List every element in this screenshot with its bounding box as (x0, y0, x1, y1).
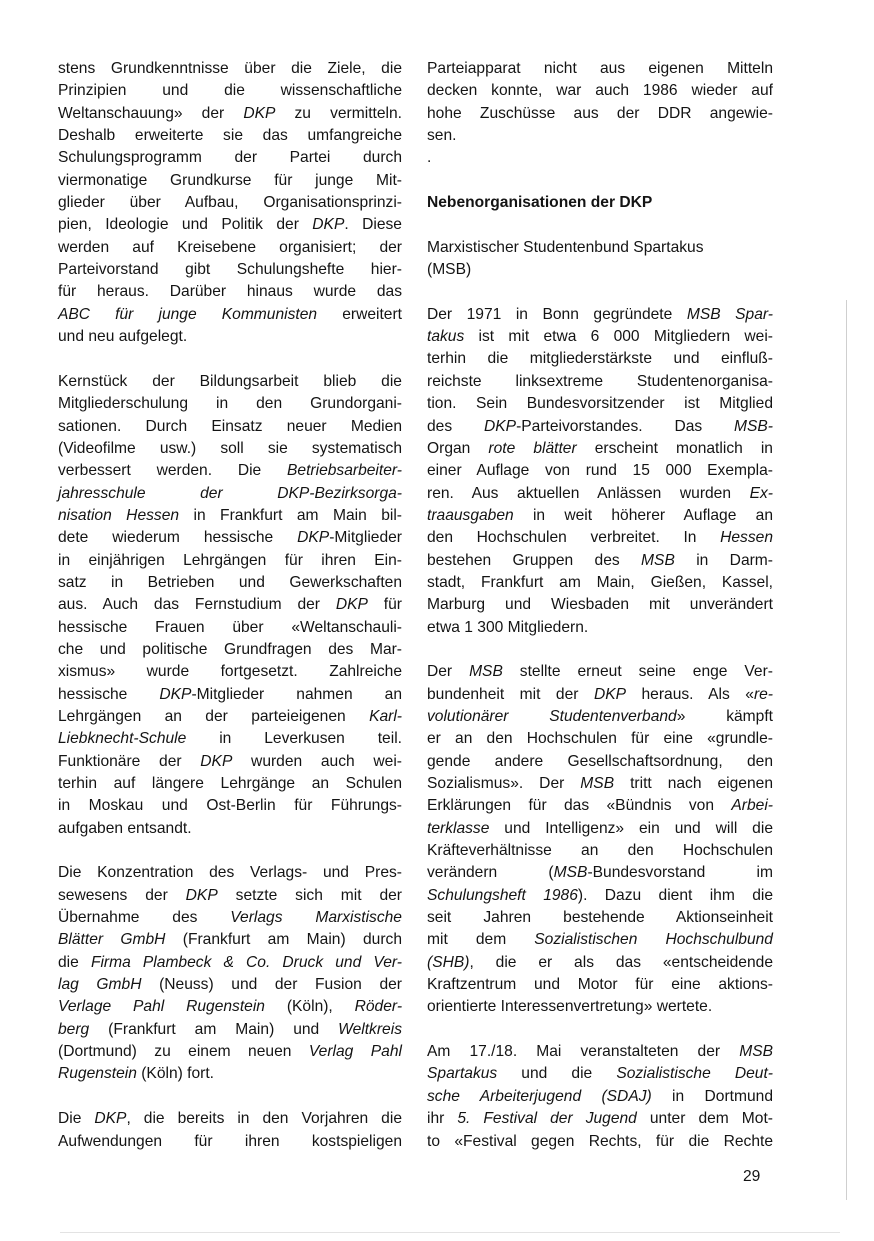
text-segment: decken konnte, war auch 1986 wieder auf (427, 82, 773, 100)
text-segment: etwa 1 300 Mitgliedern. (427, 618, 589, 636)
text-line (427, 80, 773, 102)
text-segment: und Intelligenz» ein und will die (489, 819, 773, 837)
text-segment: setzte sich mit der (217, 886, 402, 904)
text-line (427, 572, 773, 594)
text-segment: hohe Zuschüsse aus der DDR angewie- (427, 104, 773, 122)
text-segment: (Videofilme usw.) soll sie systematisch (58, 439, 402, 457)
text-line (427, 326, 773, 348)
text-line (427, 929, 773, 951)
text-segment: , die bereits in den Vorjahren die (126, 1110, 402, 1128)
text-line (58, 281, 402, 303)
text-segment: (MSB) (427, 261, 472, 279)
text-line (58, 706, 402, 728)
text-segment: tion. Sein Bundesvorsitzender ist Mitglied (427, 395, 773, 413)
text-segment: wurden auch wei- (232, 752, 402, 770)
text-line (58, 505, 402, 527)
text-segment: (Neuss) und der Fusion der (141, 976, 402, 994)
text-segment: in Moskau und Ost-Berlin für Führungs- (58, 797, 402, 815)
italic-text: Verlags Marxistische (230, 909, 402, 927)
italic-text: Rugenstein (58, 1065, 137, 1083)
paragraph-gap (427, 1019, 773, 1041)
text-segment: Erklärungen für das «Bündnis von (427, 797, 732, 815)
italic-text: DKP (185, 886, 218, 904)
italic-text: terklasse (427, 819, 490, 837)
text-segment: xismus» wurde fortgesetzt. Zahlreiche (58, 663, 402, 681)
text-segment: Weltanschauung» der (58, 104, 244, 122)
text-segment: Lehrgängen an der parteieigenen (58, 707, 370, 725)
text-segment: ihr (427, 1110, 458, 1128)
text-segment: Die (58, 1110, 95, 1128)
text-segment: Parteivorstand gibt Schulungshefte hier- (58, 261, 402, 279)
text-segment: sen. (427, 127, 457, 145)
paragraph-gap (58, 840, 402, 862)
italic-text: MSB (469, 663, 503, 681)
text-segment: er an den Hochschulen für eine «grundle- (427, 730, 773, 748)
text-line (427, 58, 773, 80)
text-line (58, 1019, 402, 1041)
text-segment: (Dortmund) zu einem neuen (58, 1043, 309, 1061)
text-line (427, 259, 773, 281)
text-line (58, 572, 402, 594)
text-line (58, 192, 402, 214)
text-segment: heraus. Als « (626, 685, 754, 703)
text-segment: seit Jahren bestehende Aktionseinheit (427, 909, 773, 927)
text-segment: Aufwendungen für ihren kostspieligen (58, 1132, 402, 1150)
italic-text: MSB Spar- (686, 305, 773, 323)
text-segment: Sozialismus». Der (427, 775, 581, 792)
text-line (58, 885, 402, 907)
italic-text: Weltkreis (338, 1020, 402, 1038)
italic-text: lag GmbH (58, 976, 142, 994)
text-line (427, 751, 773, 773)
text-line (58, 1131, 402, 1153)
section-heading (427, 192, 773, 214)
text-line (427, 550, 773, 572)
text-line (58, 103, 402, 125)
text-line (58, 259, 402, 281)
paragraph-gap (58, 1086, 402, 1108)
text-line (427, 974, 773, 996)
text-segment: ren. Aus aktuellen Anlässen wurden (427, 484, 750, 502)
italic-text: MSB (580, 775, 615, 792)
italic-text: Blätter GmbH (58, 931, 166, 949)
right-text-column (427, 58, 773, 1153)
text-line (58, 929, 402, 951)
text-segment: sationen. Durch Einsatz neuer Medien (58, 417, 402, 435)
text-segment: die (58, 953, 91, 971)
text-line (58, 996, 402, 1018)
italic-text: Arbei- (731, 797, 773, 815)
text-segment: glieder über Aufbau, Organisationsprinzi- (58, 194, 402, 212)
text-line (427, 684, 773, 706)
text-segment: mit dem (427, 931, 535, 949)
text-segment: Nebenorganisationen der DKP (427, 194, 653, 212)
italic-text: MSB- (734, 417, 773, 435)
scan-edge-mark (846, 300, 847, 1200)
text-segment: Kraftzentrum und Motor für eine aktions- (427, 976, 773, 994)
text-line (58, 773, 402, 795)
text-line (58, 751, 402, 773)
text-segment: gende andere Gesellschaftsordnung, den (427, 752, 773, 770)
text-line (58, 483, 402, 505)
text-line (58, 907, 402, 929)
italic-text: MSB (553, 864, 588, 882)
text-line (427, 885, 773, 907)
text-segment: werden auf Kreisebene organisiert; der (58, 238, 402, 256)
text-segment: stadt, Frankfurt am Main, Gießen, Kassel, (427, 573, 773, 591)
text-segment: satz in Betrieben und Gewerkschaften (58, 573, 402, 591)
text-segment: terhin die mitgliederstärkste und einfluß- (427, 350, 773, 368)
text-line (427, 1108, 773, 1130)
text-segment: -Mitglieder (329, 529, 402, 547)
text-segment: für heraus. Darüber hinaus wurde das (58, 283, 402, 301)
text-segment: bestehen Gruppen des (427, 551, 642, 569)
text-line (58, 862, 402, 884)
italic-text: sche Arbeiterjugend (SDAJ) (427, 1087, 652, 1105)
left-text-column (58, 58, 402, 1153)
italic-text: Verlage Pahl Rugenstein (58, 998, 265, 1016)
italic-text: Sozialistischen Hochschulbund (534, 931, 773, 949)
italic-text: (SHB) (427, 953, 470, 971)
text-line (58, 438, 402, 460)
text-segment: Die Konzentration des Verlags- und Pres- (58, 864, 402, 882)
italic-text: Schulungsheft 1986 (427, 886, 578, 904)
text-segment: terhin auf längere Lehrgänge an Schulen (58, 775, 402, 792)
text-segment: zu vermitteln. (275, 104, 402, 122)
paragraph-gap (427, 214, 773, 236)
italic-text: Ex- (749, 484, 773, 502)
text-segment: to «Festival gegen Rechts, für die Rechte (427, 1132, 773, 1150)
text-segment: orientierte Interessenvertretung» wertete. (427, 998, 713, 1016)
text-segment: des (427, 417, 484, 435)
text-line (427, 237, 773, 259)
italic-text: MSB (739, 1043, 773, 1061)
text-line (58, 237, 402, 259)
text-line (58, 550, 402, 572)
text-line (58, 527, 402, 549)
text-segment: aus. Auch das Fernstudium der (58, 596, 336, 614)
italic-text: ABC für junge Kommunisten (58, 305, 318, 323)
text-segment: Am 17./18. Mai veranstalteten der (427, 1043, 740, 1061)
text-segment: reichste linksextreme Studentenorganisa- (427, 372, 773, 390)
text-line (427, 1041, 773, 1063)
text-line (427, 348, 773, 370)
italic-text: nisation Hessen (58, 506, 180, 524)
text-segment: Der 1971 in Bonn gegründete (427, 305, 687, 323)
italic-text: re- (753, 685, 773, 703)
italic-text: DKP (483, 417, 517, 435)
italic-text: MSB (641, 551, 675, 569)
text-line (427, 594, 773, 616)
text-line (58, 304, 402, 326)
text-segment: und die (497, 1065, 617, 1083)
text-line (427, 460, 773, 482)
page-number: 29 (743, 1168, 761, 1185)
text-line (427, 527, 773, 549)
text-line (58, 818, 402, 840)
text-segment: Mitgliederschulung in den Grundorgani- (58, 395, 402, 413)
text-segment: erweitert (317, 305, 402, 323)
text-line (427, 818, 773, 840)
text-line (427, 996, 773, 1018)
text-line (427, 661, 773, 683)
paragraph-gap (58, 348, 402, 370)
text-line (58, 728, 402, 750)
italic-text: Röder- (354, 998, 403, 1016)
text-line (58, 80, 402, 102)
italic-text: Verlag Pahl (308, 1043, 402, 1061)
text-line (58, 416, 402, 438)
text-line (58, 147, 402, 169)
text-segment: und neu aufgelegt. (58, 328, 188, 346)
italic-text: DKP (200, 752, 233, 770)
text-line (58, 594, 402, 616)
italic-text: traausgaben (427, 506, 514, 524)
text-segment: in Leverkusen teil. (186, 730, 402, 748)
italic-text: DKP (243, 104, 276, 122)
italic-text: DKP (159, 685, 192, 703)
text-line (427, 103, 773, 125)
text-line (58, 58, 402, 80)
text-line (58, 214, 402, 236)
text-segment: hessische (58, 685, 160, 703)
text-line (427, 1131, 773, 1153)
italic-text: Liebknecht-Schule (58, 730, 187, 748)
text-line (427, 438, 773, 460)
text-segment: verändern ( (427, 864, 554, 882)
text-segment: ). Dazu dient ihm die (577, 886, 773, 904)
text-line (58, 684, 402, 706)
text-segment: Marxistischer Studentenbund Spartakus (427, 238, 704, 256)
text-segment: einer Auflage von rund 15 000 Exempla- (427, 462, 773, 480)
text-line (427, 862, 773, 884)
text-segment: in einjährigen Lehrgängen für ihren Ein- (58, 551, 402, 569)
text-segment: Übernahme des (58, 909, 231, 927)
text-segment: (Frankfurt am Main) und (89, 1020, 339, 1038)
italic-text: Karl- (369, 707, 402, 725)
text-line (58, 460, 402, 482)
text-segment: Der (427, 663, 470, 681)
text-line (427, 773, 773, 795)
text-line (58, 326, 402, 348)
text-segment: stellte erneut seine enge Ver- (502, 663, 773, 681)
text-segment: . (427, 149, 432, 167)
text-line (427, 907, 773, 929)
italic-text: Sozialistische Deut- (616, 1065, 773, 1083)
text-segment: (Köln) fort. (136, 1065, 215, 1083)
italic-text: volutionärer Studentenverband (427, 707, 677, 725)
text-line (58, 1063, 402, 1085)
text-line (58, 1108, 402, 1130)
text-segment: in weit höherer Auflage an (513, 506, 773, 524)
text-line (58, 170, 402, 192)
italic-text: rote blätter (488, 439, 577, 457)
italic-text: berg (58, 1020, 90, 1038)
italic-text: jahresschule der DKP-Bezirksorga- (58, 484, 402, 502)
text-segment: hessische Frauen über «Weltanschauli- (58, 618, 402, 636)
text-segment: pien, Ideologie und Politik der (58, 216, 313, 234)
text-line (58, 661, 402, 683)
text-segment: -Parteivorstandes. Das (516, 417, 735, 435)
text-segment: . Diese (344, 216, 402, 234)
text-segment: in Dortmund (651, 1087, 773, 1105)
text-segment: » kämpft (676, 707, 773, 725)
text-segment: Marburg und Wiesbaden mit unverändert (427, 596, 773, 614)
text-segment: bundenheit mit der (427, 685, 594, 703)
paragraph-gap (427, 170, 773, 192)
italic-text: DKP (312, 216, 345, 234)
text-line (427, 416, 773, 438)
text-segment: sewesens der (58, 886, 186, 904)
text-segment: verbessert werden. Die (58, 462, 287, 480)
text-line (58, 1041, 402, 1063)
text-segment: (Frankfurt am Main) durch (165, 931, 402, 949)
scan-bottom-mark (60, 1232, 840, 1233)
text-line (427, 795, 773, 817)
text-line (58, 371, 402, 393)
text-segment: Schulungsprogramm der Partei durch (58, 149, 402, 167)
italic-text: Betriebsarbeiter- (287, 462, 402, 480)
text-line (58, 125, 402, 147)
text-segment: tritt nach eigenen (614, 775, 774, 792)
text-segment: (Köln), (264, 998, 355, 1016)
text-segment: Prinzipien und die wissenschaftliche (58, 82, 402, 100)
text-line (427, 706, 773, 728)
italic-text: DKP (94, 1110, 127, 1128)
text-line (427, 371, 773, 393)
text-line (58, 393, 402, 415)
italic-text: DKP (335, 596, 368, 614)
text-segment: den Hochschulen verbreitet. In (427, 529, 721, 547)
text-segment: unter dem Mot- (636, 1110, 773, 1128)
text-segment: viermonatige Grundkurse für junge Mit- (58, 171, 402, 189)
text-segment: erscheint monatlich in (576, 439, 773, 457)
text-line (427, 728, 773, 750)
text-segment: Kernstück der Bildungsarbeit blieb die (58, 372, 402, 390)
text-segment: Deshalb erweiterte sie das umfangreiche (58, 127, 402, 145)
text-line (58, 617, 402, 639)
text-line (427, 393, 773, 415)
text-line (58, 639, 402, 661)
italic-text: Spartakus (427, 1065, 498, 1083)
text-line (427, 147, 773, 169)
text-line (58, 952, 402, 974)
text-line (427, 1086, 773, 1108)
text-segment: dete wiederum hessische (58, 529, 298, 547)
text-line (58, 795, 402, 817)
text-segment: Parteiapparat nicht aus eigenen Mitteln (427, 60, 773, 77)
text-line (427, 483, 773, 505)
text-segment: -Mitglieder nahmen an (191, 685, 402, 703)
text-line (427, 952, 773, 974)
italic-text: Hessen (720, 529, 773, 547)
text-line (427, 840, 773, 862)
text-segment: in Darm- (674, 551, 773, 569)
text-segment: Organ (427, 439, 489, 457)
italic-text: takus (427, 328, 465, 346)
text-line (58, 974, 402, 996)
text-segment: -Bundesvorstand im (587, 864, 773, 882)
text-segment: che und politische Grundfragen des Mar- (58, 640, 402, 658)
paragraph-gap (427, 281, 773, 303)
italic-text: Firma Plambeck & Co. Druck und Ver- (90, 953, 402, 971)
text-segment: Kräfteverhältnisse an den Hochschulen (427, 842, 773, 860)
text-line (427, 304, 773, 326)
text-line (427, 1063, 773, 1085)
italic-text: DKP (297, 529, 330, 547)
text-line (427, 125, 773, 147)
text-segment: Funktionäre der (58, 752, 201, 770)
text-segment: für (367, 596, 403, 614)
text-segment: in Frankfurt am Main bil- (179, 506, 402, 524)
italic-text: 5. Festival der Jugend (457, 1110, 637, 1128)
text-line (427, 505, 773, 527)
italic-text: DKP (593, 685, 627, 703)
text-segment: aufgaben entsandt. (58, 819, 192, 837)
text-line (427, 617, 773, 639)
text-segment: , die er als das «entscheidende (469, 953, 773, 971)
text-segment: ist mit etwa 6 000 Mitgliedern wei- (464, 328, 773, 346)
text-segment: stens Grundkenntnisse über die Ziele, die (58, 60, 402, 77)
paragraph-gap (427, 639, 773, 661)
